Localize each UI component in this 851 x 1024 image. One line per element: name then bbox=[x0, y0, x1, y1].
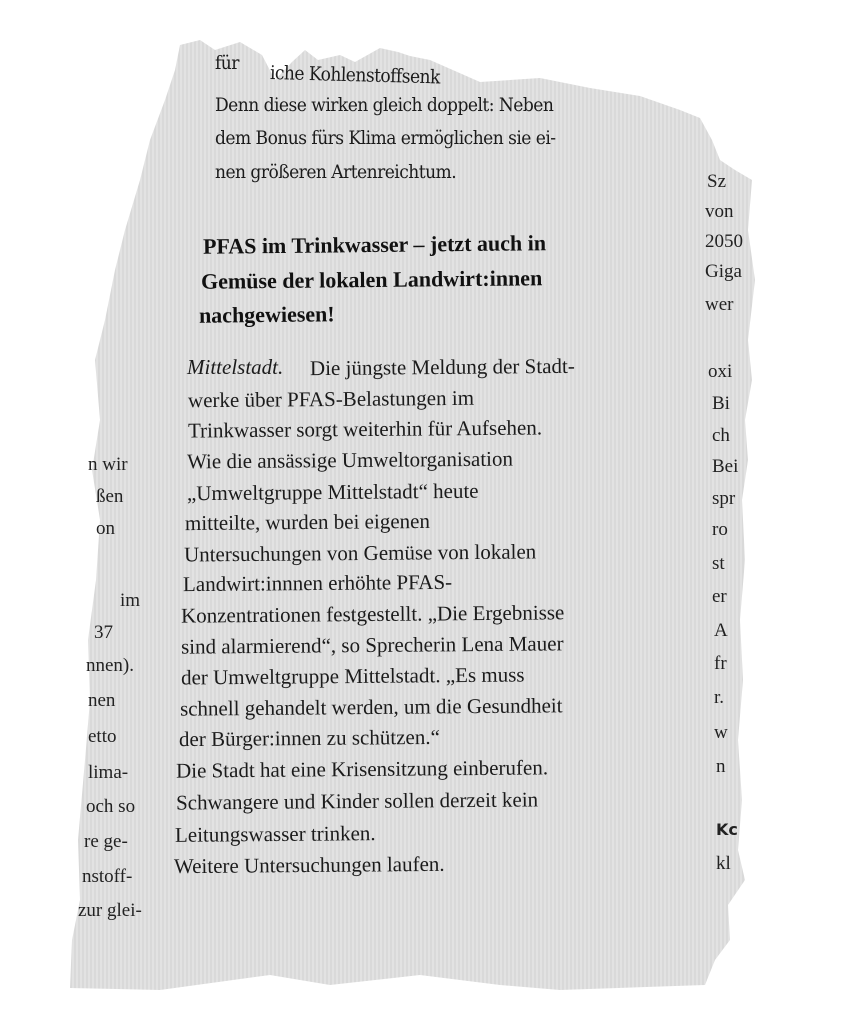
fragment-line: dem Bonus fürs Klima ermöglichen sie ei- bbox=[215, 127, 556, 149]
adjacent-column-fragment: nnen). bbox=[86, 655, 135, 676]
adjacent-column-fragment: w bbox=[714, 722, 728, 743]
article-body-line: der Bürger:innen zu schützen.“ bbox=[178, 724, 440, 752]
adjacent-column-fragment: A bbox=[714, 620, 728, 641]
article-headline: nachgewiesen! bbox=[198, 301, 335, 328]
adjacent-column-fragment: ro bbox=[712, 519, 728, 540]
adjacent-column-fragment: etto bbox=[88, 726, 117, 747]
article-body-line: Leitungswasser trinken. bbox=[174, 821, 376, 847]
adjacent-column-fragment: Bi bbox=[712, 393, 730, 414]
adjacent-column-fragment: n wir bbox=[88, 454, 128, 475]
adjacent-column-fragment: 2050 bbox=[705, 231, 743, 252]
adjacent-column-fragment: re ge- bbox=[84, 831, 128, 852]
article-body-line: Wie die ansässige Umweltorganisation bbox=[186, 446, 514, 474]
adjacent-column-fragment: n bbox=[716, 756, 726, 777]
adjacent-column-fragment: lima- bbox=[88, 762, 129, 783]
adjacent-column-fragment: fr bbox=[714, 653, 727, 674]
fragment-line: iche Kohlenstoffsenk bbox=[269, 62, 441, 89]
adjacent-column-fragment: r. bbox=[714, 687, 725, 708]
article-dateline: Mittelstadt. bbox=[187, 355, 284, 379]
adjacent-column-fragment: ßen bbox=[96, 486, 124, 507]
article-body-line: schnell gehandelt werden, um die Gesundheit bbox=[179, 693, 563, 721]
fragment-line: für bbox=[215, 52, 239, 74]
adjacent-column-fragment: on bbox=[96, 518, 115, 539]
article-body-line: Die jüngste Meldung der Stadt- bbox=[309, 353, 575, 381]
fragment-line: nen größeren Artenreichtum. bbox=[215, 161, 457, 183]
article-headline: Gemüse der lokalen Landwirt:innen bbox=[200, 265, 543, 294]
adjacent-column-fragment: im bbox=[120, 590, 141, 611]
fragment-line: Denn diese wirken gleich doppelt: Neben bbox=[215, 94, 554, 116]
adjacent-column-fragment: wer bbox=[705, 294, 734, 315]
article-body-line: Untersuchungen von Gemüse von lokalen bbox=[183, 539, 537, 567]
adjacent-column-fragment: spr bbox=[712, 488, 736, 509]
article-body-line: sind alarmierend“, so Sprecherin Lena Mauer bbox=[180, 631, 564, 659]
article-body-line: mitteilte, wurden bei eigenen bbox=[184, 508, 431, 536]
article-body-line: „Umweltgruppe Mittelstadt“ heute bbox=[186, 478, 479, 506]
adjacent-column-fragment: nstoff- bbox=[82, 866, 133, 887]
adjacent-column-fragment: kl bbox=[716, 853, 731, 874]
adjacent-column-fragment: Sz bbox=[707, 171, 726, 192]
adjacent-column-fragment: oxi bbox=[708, 361, 733, 382]
article-body-line: der Umweltgruppe Mittelstadt. „Es muss bbox=[180, 662, 525, 690]
article-body-line: Schwangere und Kinder sollen derzeit kein bbox=[175, 787, 539, 815]
article-body-line: werke über PFAS-Belastungen im bbox=[187, 385, 475, 413]
adjacent-column-fragment: von bbox=[705, 201, 734, 222]
article-body-line: Weitere Untersuchungen laufen. bbox=[173, 851, 445, 879]
adjacent-column-fragment: nen bbox=[88, 690, 116, 711]
article-headline: PFAS im Trinkwasser – jetzt auch in bbox=[202, 230, 547, 259]
adjacent-column-fragment: er bbox=[712, 586, 727, 607]
article-body-line: Konzentrationen festgestellt. „Die Ergebnisse bbox=[180, 600, 565, 628]
adjacent-column-fragment: st bbox=[712, 553, 725, 574]
adjacent-column-fragment: zur glei- bbox=[78, 900, 142, 921]
adjacent-column-fragment: Kc bbox=[716, 820, 738, 839]
adjacent-column-fragment: och so bbox=[86, 796, 136, 817]
article-body-line: Trinkwasser sorgt weiterhin für Aufsehen. bbox=[187, 415, 543, 443]
adjacent-column-fragment: Bei bbox=[712, 456, 739, 477]
adjacent-column-fragment: ch bbox=[712, 425, 730, 446]
article-body-line: Die Stadt hat eine Krisensitzung einberufen. bbox=[175, 755, 549, 783]
adjacent-column-fragment: Giga bbox=[705, 261, 742, 282]
adjacent-column-fragment: 37 bbox=[94, 622, 113, 643]
article-body-line: Landwirt:innnen erhöhte PFAS- bbox=[182, 569, 453, 597]
